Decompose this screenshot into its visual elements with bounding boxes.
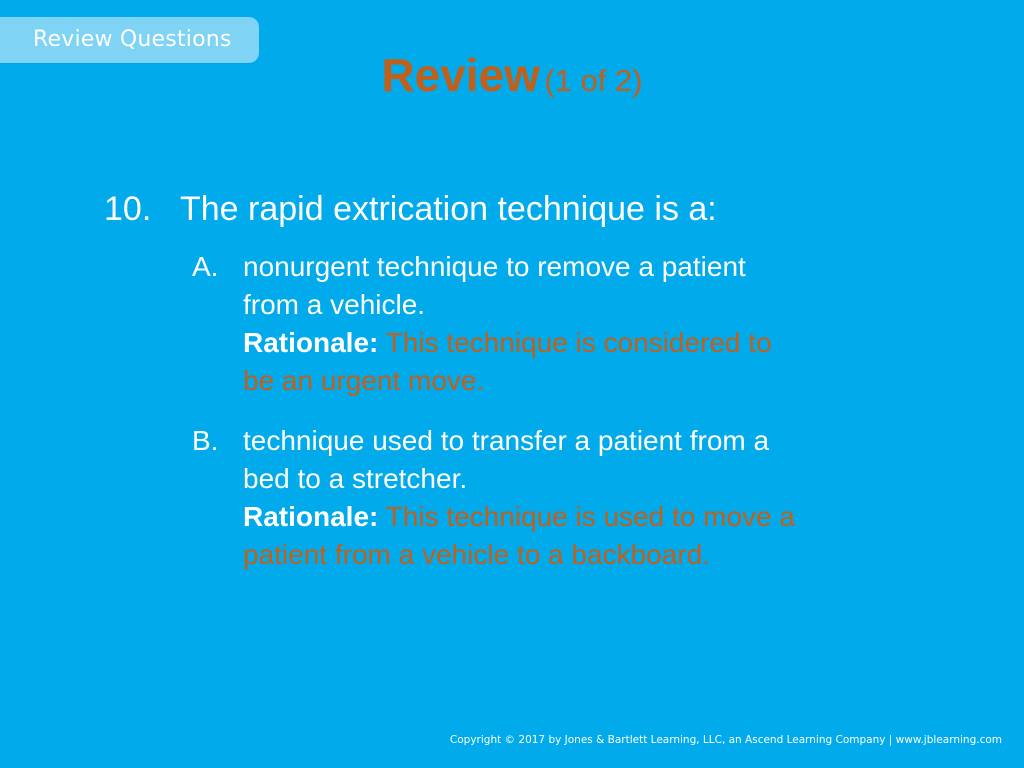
answer-b-line2: bed to a stretcher. bbox=[243, 463, 468, 494]
question-text: The rapid extrication technique is a: bbox=[180, 190, 717, 228]
answer-b-rationale-line1: This technique is used to move a bbox=[385, 501, 795, 532]
answer-a-rationale-line2: be an urgent move. bbox=[243, 365, 485, 396]
copyright-footer: Copyright © 2017 by Jones & Bartlett Learning, LLC, an Ascend Learning Company | www.jblearning.com bbox=[449, 734, 1002, 746]
question bbox=[104, 190, 717, 229]
answer-b-letter: B. bbox=[192, 425, 219, 456]
answer-b-rationale-line2: patient from a vehicle to a backboard. bbox=[243, 539, 710, 570]
answer-a-line1: nonurgent technique to remove a patient bbox=[243, 251, 746, 282]
question-number: 10. bbox=[104, 190, 152, 228]
section-tab-label: Review Questions bbox=[33, 27, 232, 52]
answer-a-letter: A. bbox=[192, 251, 219, 282]
slide-title-main: Review bbox=[381, 49, 540, 101]
answer-b-rationale-label: Rationale: bbox=[243, 501, 379, 532]
answer-a-line2: from a vehicle. bbox=[243, 289, 426, 320]
answer-a-rationale-label: Rationale: bbox=[243, 327, 379, 358]
slide-title-sub: (1 of 2) bbox=[544, 63, 643, 98]
slide-title bbox=[0, 48, 1024, 102]
answer-a-rationale-line1: This technique is considered to bbox=[385, 327, 772, 358]
answer-b-line1: technique used to transfer a patient from a bbox=[243, 425, 770, 456]
